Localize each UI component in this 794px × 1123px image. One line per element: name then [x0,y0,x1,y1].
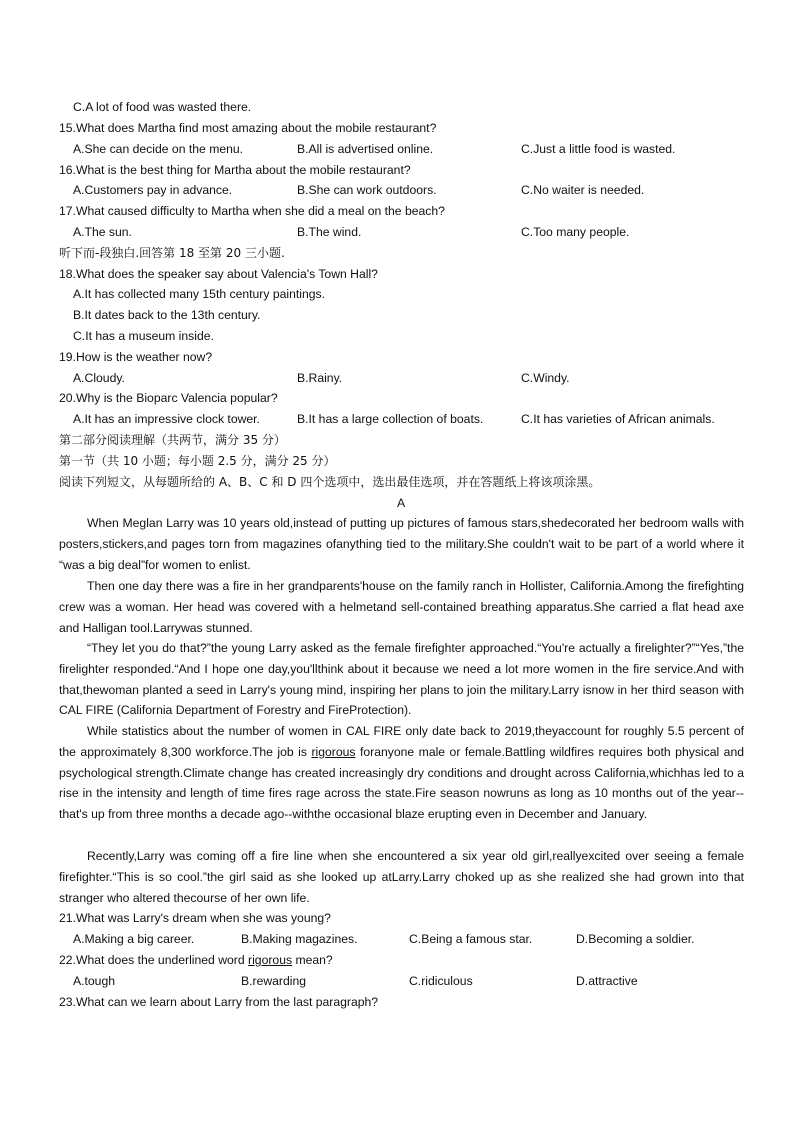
q22-stem-after: mean? [292,953,333,967]
passage-paragraph-1: When Meglan Larry was 10 years old,instead of putting up pictures of famous stars,shedecorated her bedroom walls with posters,stickers,and pages torn from magazines ofanything tied to the military.She couldn't wait to be part of a world where it “was a big deal”for women to enlist. [59,516,744,572]
q20-option-b: B.It has a large collection of boats. [297,412,484,426]
q16-option-a: A.Customers pay in advance. [73,183,233,197]
q15-option-b: B.All is advertised online. [297,142,434,156]
q17-option-c: C.Too many people. [521,225,630,239]
section2-subtitle: 第一节（共 10 小题；每小题 2.5 分，满分 25 分） [59,454,336,468]
section2-instruction: 阅读下列短文，从每题所给的 A、B、C 和 D 四个选项中，选出最佳选项，并在答题纸上将该项涂黑。 [59,475,601,489]
q19-option-b: B.Rainy. [297,371,343,385]
q19-stem: 19.How is the weather now? [59,350,213,364]
q20-option-a: A.It has an impressive clock tower. [73,412,260,426]
q14-option-c: C.A lot of food was wasted there. [73,100,252,114]
q18-stem: 18.What does the speaker say about Valencia's Town Hall? [59,267,378,281]
paragraph-4-text-before: While statistics about the number of women in CAL FIRE only date back to 2019,theyaccount for roughly 5.5 percent of the approximately 8,300 workforce.The job is [59,724,744,759]
q17-stem: 17.What caused difficulty to Martha when she did a meal on the beach? [59,204,445,218]
q21-option-b: B.Making magazines. [241,932,358,946]
passage-paragraph-2: Then one day there was a fire in her grandparents'house on the family ranch in Hollister, California.Among the firefighting crew was a woman. Her head was covered with a helmetand sell-contained breathing apparatus.She carried a flat head axe and Halligan tool.Larrywas stunned. [59,579,744,635]
q15-stem: 15.What does Martha find most amazing about the mobile restaurant? [59,121,437,135]
q23-stem: 23.What can we learn about Larry from the last paragraph? [59,995,379,1009]
q15-option-c: C.Just a little food is wasted. [521,142,676,156]
q21-option-c: C.Being a famous star. [409,932,533,946]
q22-option-d: D.attractive [576,974,638,988]
passage-paragraph-4 [59,721,744,825]
q22-option-a: A.tough [73,974,116,988]
q22-stem [59,952,333,968]
q19-option-c: C.Windy. [521,371,570,385]
q22-stem-before: 22.What does the underlined word [59,953,249,967]
q20-stem: 20.Why is the Bioparc Valencia popular? [59,391,278,405]
q19-option-a: A.Cloudy. [73,371,125,385]
q18-option-c: C.It has a museum inside. [73,329,214,343]
q21-option-d: D.Becoming a soldier. [576,932,695,946]
q16-option-b: B.She can work outdoors. [297,183,437,197]
q17-option-b: B.The wind. [297,225,362,239]
q22-stem-underlined-word: rigorous [248,953,293,967]
passage-label: A [397,496,406,510]
q22-option-c: C.ridiculous [409,974,473,988]
passage-paragraph-3: “They let you do that?”the young Larry asked as the female firefighter approached.“You're actually a firelighter?”“Yes,”the firelighter responded.“And I hope one day,you'llthink about it because we need a lot more women in the fire service.And with that,thewoman planted a seed in Larry's young mind, inspiring her plans to join the military.Larry isnow in her third season with CAL FIRE (California Department of Forestry and FireProtection). [59,641,744,718]
q21-stem: 21.What was Larry's dream when she was young? [59,911,331,925]
section2-title: 第二部分阅读理解（共两节，满分 35 分） [59,433,286,447]
q16-stem: 16.What is the best thing for Martha about the mobile restaurant? [59,163,411,177]
q20-option-c: C.It has varieties of African animals. [521,412,715,426]
monologue-instruction: 听下而-段独白.回答第 18 至第 20 三小题. [59,246,285,260]
q17-option-a: A.The sun. [73,225,132,239]
q21-option-a: A.Making a big career. [73,932,195,946]
passage-paragraph-5: Recently,Larry was coming off a fire line when she encountered a six year old girl,reallyexcited over seeing a female firefighter.“This is so cool.”the girl said as she looked up atLarry.Larry choked up as she realized she had grown into that stranger who altered thecourse of her own life. [59,849,744,905]
q22-option-b: B.rewarding [241,974,307,988]
paragraph-4-text-after: foranyone male or female.Battling wildfires requires both physical and psychological strength.Climate change has created increasingly dry conditions and drought across California,whichhas led to a rise in the intensity and length of time fires rage across the state.Fire season nowruns as long as 10 months out of the year--that's up from three months a decade ago--withthe occasional blaze erupting even in December and January. [59,744,745,822]
q16-option-c: C.No waiter is needed. [521,183,645,197]
q18-option-a: A.It has collected many 15th century paintings. [73,287,326,301]
q18-option-b: B.It dates back to the 13th century. [73,308,261,322]
q15-option-a: A.She can decide on the menu. [73,142,244,156]
underlined-word-rigorous: rigorous [311,744,356,759]
